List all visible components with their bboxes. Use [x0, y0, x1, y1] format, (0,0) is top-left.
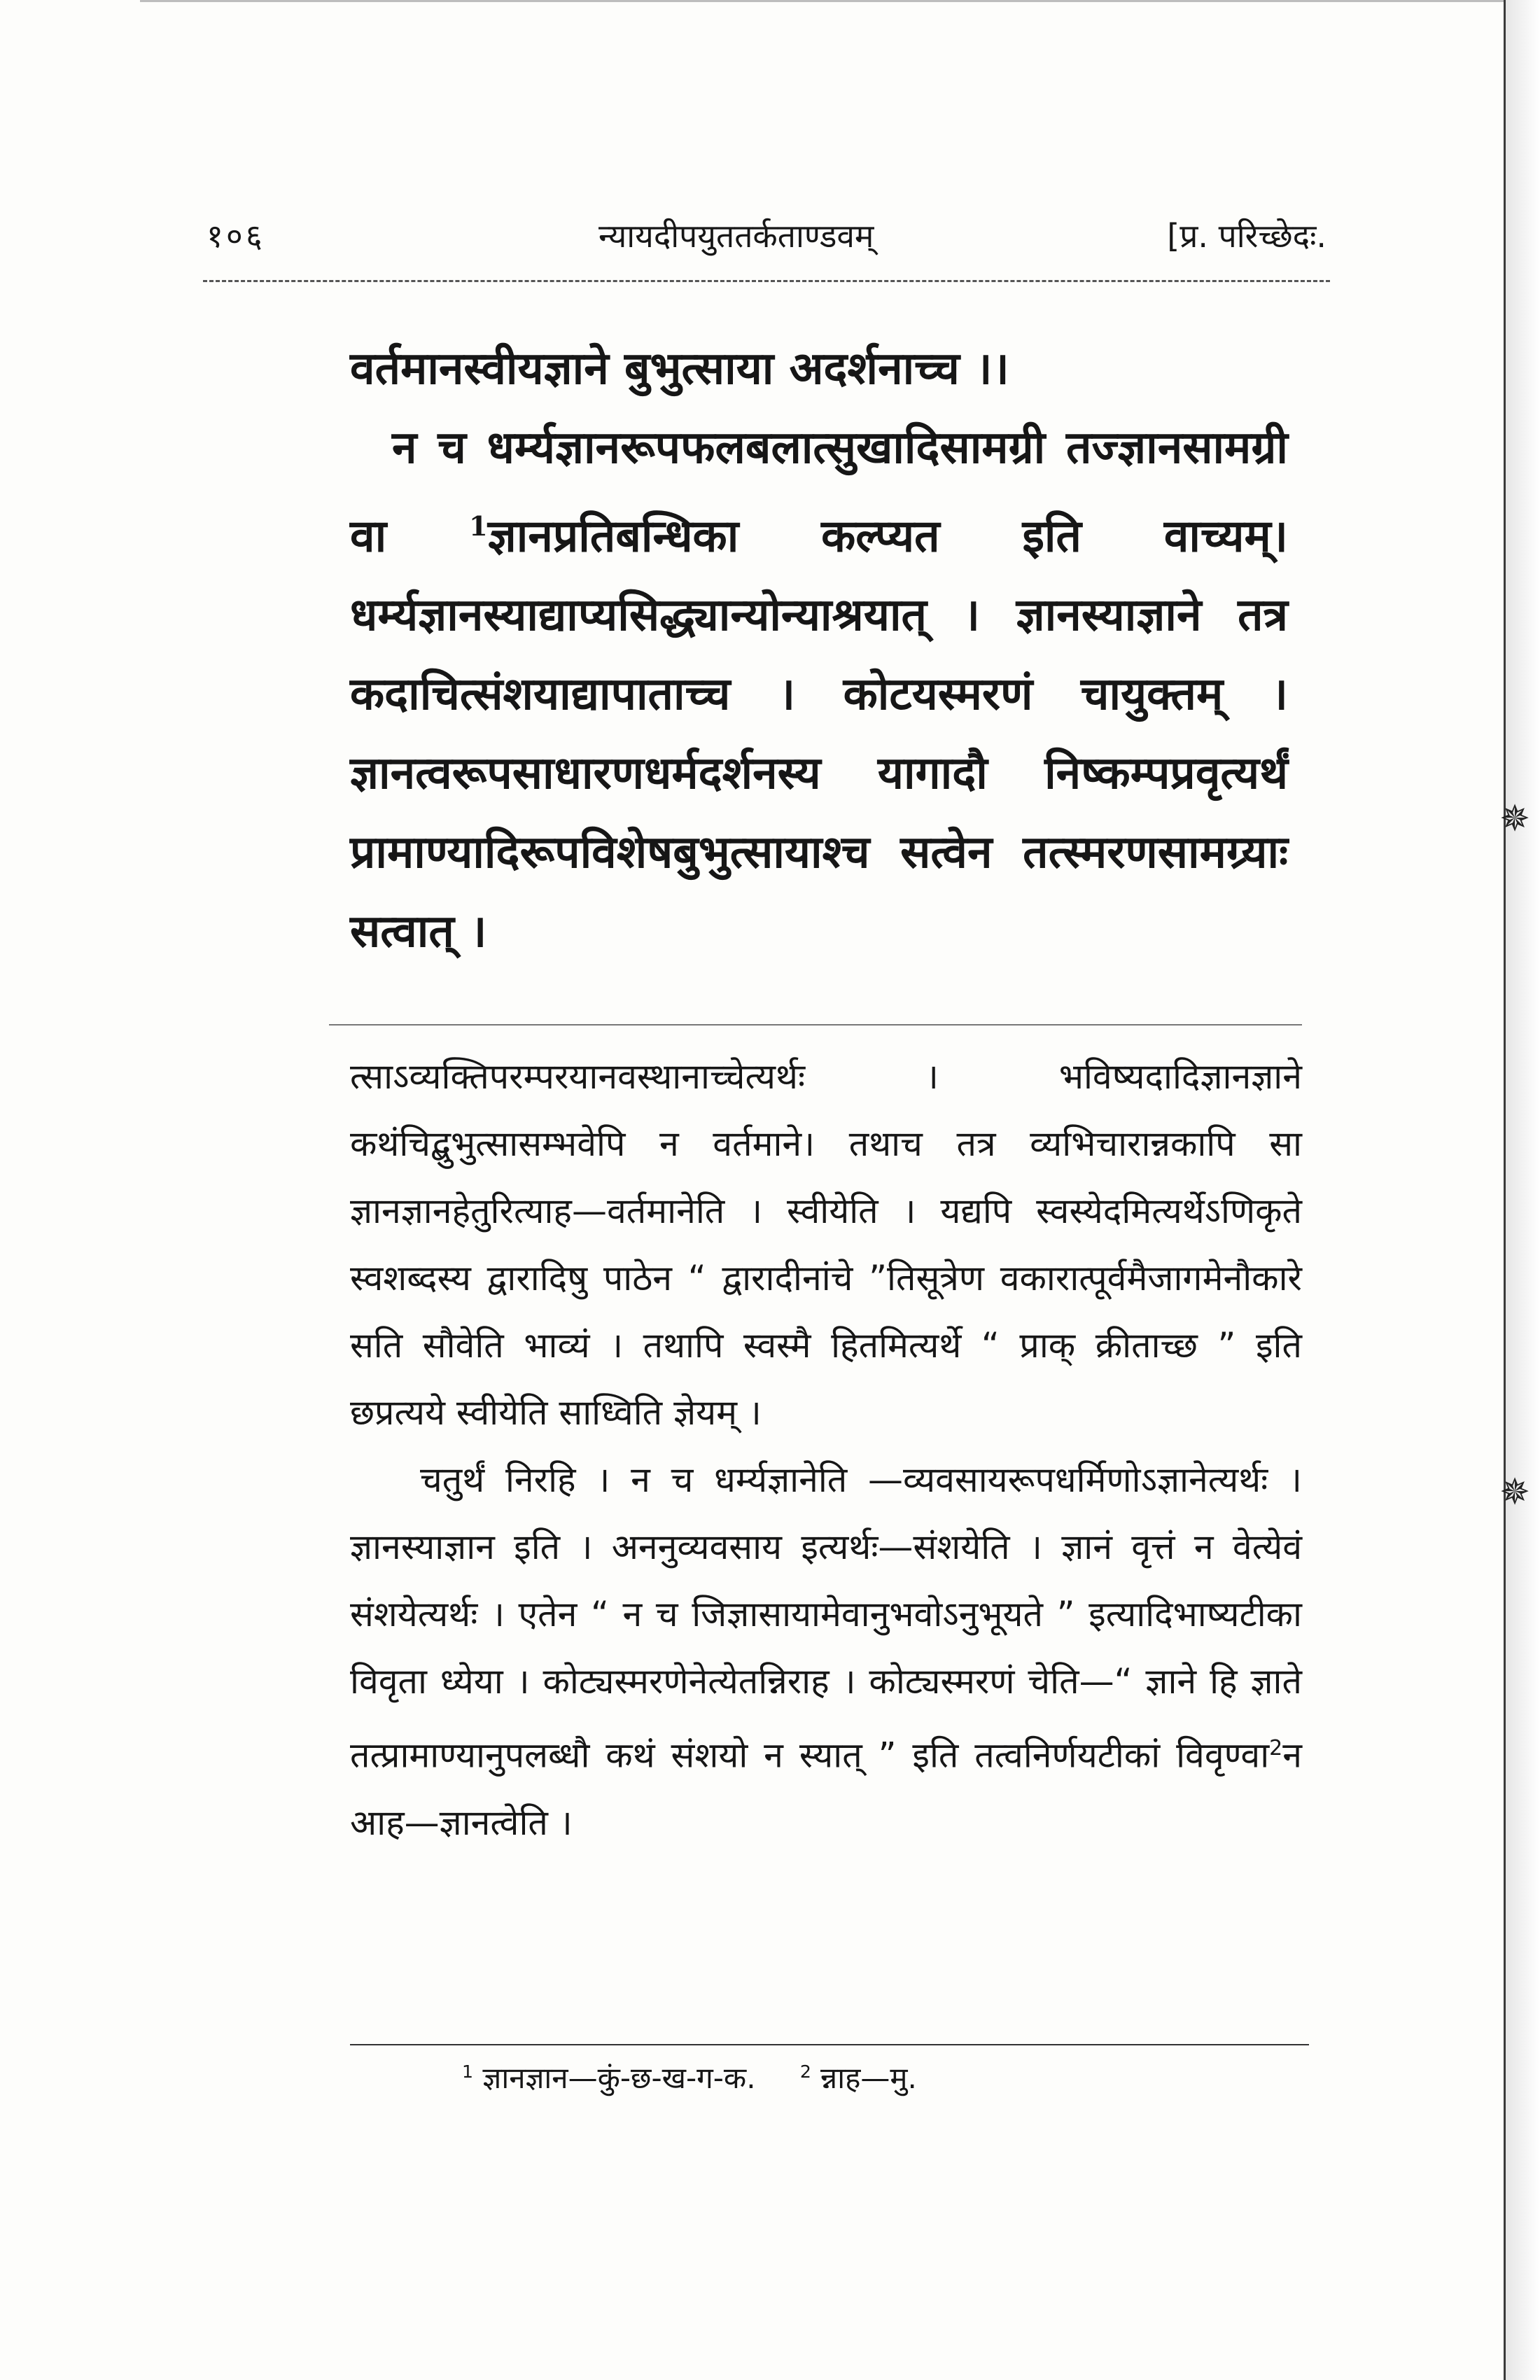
- running-header: [206, 214, 1326, 262]
- main-paragraph-2-part-a: न च धर्म्यज्ञानरूपफलबलात्सुखादिसामग्री तज्ज्ञानसामग्री वा: [350, 421, 1288, 563]
- running-title: न्यायदीपयुततर्कताण्डवम्: [598, 217, 874, 255]
- star-ornament-icon: ✵: [1499, 798, 1530, 840]
- footnote-2-text: न्नाह—मु.: [820, 2061, 917, 2095]
- commentary-paragraph-2: [350, 1446, 1302, 1856]
- section-label: [प्र. परिच्छेदः.: [1167, 217, 1326, 255]
- footnote-1-text: ज्ञानज्ञान—कुं-छ-ख-ग-क.: [482, 2061, 756, 2095]
- footnotes: [462, 2051, 1232, 2099]
- footnote-1: [462, 2061, 756, 2095]
- commentary-paragraph-1: त्साऽव्यक्तिपरम्परयानवस्थानाच्चेत्यर्थः । भविष्यदादिज्ञानज्ञाने कथंचिद्बुभुत्सासम्भवेपि न वर्तमाने। तथाच तत्र व्यभिचारान्नकापि सा ज्ञानज्ञानहेतुरित्याह—वर्तमानेति । स्वीयेति । यद्यपि स्वस्येदमित्यर्थेऽणिकृते स्वशब्दस्य द्वारादिषु पाठेन “ द्वारादीनांचे ”तिसूत्रेण वकारात्पूर्वमैजागमेनौकारे सति सौवेति भाव्यं । तथापि स्वस्मै हितमित्यर्थे “ प्राक् क्रीताच्छ ” इति छप्रत्यये स्वीयेति साध्विति ज्ञेयम् ।: [350, 1056, 1302, 1433]
- footnote-2-marker: 2: [799, 2062, 811, 2082]
- main-paragraph-2: [350, 408, 1288, 971]
- header-rule: [203, 280, 1330, 282]
- footnote-2: [800, 2061, 917, 2095]
- footnote-rule: [350, 2044, 1309, 2045]
- footnote-marker-2: 2: [1269, 1736, 1283, 1760]
- commentary-text: [350, 1043, 1302, 1856]
- commentary-paragraph-2-part-a: चतुर्थं निरहि । न च धर्म्यज्ञानेति —व्यवसायरूपधर्मिणोऽज्ञानेत्यर्थः । ज्ञानस्याज्ञान इति । अननुव्यवसाय इत्यर्थः—संशयेति । ज्ञानं वृत्तं न वेत्येवं संशयेत्यर्थः । एतेन “ न च जिज्ञासायामेवानुभवोऽनुभूयते ” इत्यादिभाष्यटीका विवृता ध्येया । कोट्यस्मरणेनेत्येतन्निराह । कोट्यस्मरणं चेति—“ ज्ञाने हि ज्ञाते तत्प्रामाण्यानुपलब्धौ कथं संशयो न स्यात् ” इति तत्वनिर्णयटीकां विवृण्वा: [350, 1460, 1302, 1776]
- main-paragraph-2-part-b: ज्ञानप्रतिबन्धिका कल्प्यत इति वाच्यम्। धर्म्यज्ञानस्याद्याप्यसिद्ध्यान्योन्याश्रयात् । ज्ञानस्याज्ञाने तत्र कदाचित्संशयाद्यापाताच्च । कोटयस्मरणं चायुक्तम् । ज्ञानत्वरूपसाधारणधर्मदर्शनस्य यागादौ निष्कम्पप्रवृत्यर्थं प्रामाण्यादिरूपविशेषबुभुत्सायाश्च सत्वेन तत्स्मरणसामग्र्याः सत्वात् ।: [350, 510, 1288, 958]
- page-number: १०६: [206, 217, 265, 255]
- page-top-edge: [140, 0, 1512, 2]
- section-divider: [329, 1024, 1302, 1026]
- binding-shadow: [1506, 0, 1540, 2380]
- footnote-marker-1: 1: [469, 511, 488, 542]
- commentary-paragraph-2-part-b: न आह—ज्ञानत्वेति ।: [350, 1735, 1302, 1843]
- main-verse-text: [350, 329, 1288, 971]
- main-paragraph-1: वर्तमानस्वीयज्ञाने बुभुत्साया अदर्शनाच्च ।।: [350, 342, 1009, 395]
- star-ornament-icon: ✵: [1499, 1471, 1530, 1513]
- footnote-1-marker: 1: [462, 2062, 474, 2082]
